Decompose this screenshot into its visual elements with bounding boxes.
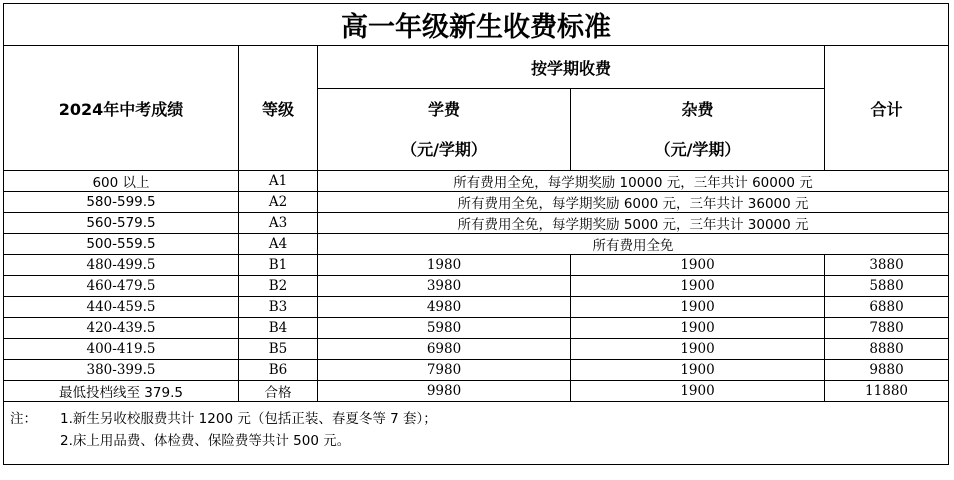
grade-cell: 合格 [239,381,318,402]
grade-cell: A1 [239,171,318,192]
total-cell: 5880 [825,276,949,297]
score-cell: 380-399.5 [4,360,239,381]
score-cell: 420-439.5 [4,318,239,339]
total-cell: 7880 [825,318,949,339]
header-score: 2024年中考成绩 [4,46,239,171]
fee-note-cell: 所有费用全免，每学期奖励 6000 元，三年共计 36000 元 [318,192,949,213]
notes-prefix: 注： [10,411,37,427]
tuition-cell: 6980 [318,339,571,360]
grade-cell: A3 [239,213,318,234]
table-row [4,381,949,402]
misc-cell: 1900 [571,318,825,339]
grade-cell: B5 [239,339,318,360]
fee-note-cell: 所有费用全免，每学期奖励 5000 元，三年共计 30000 元 [318,213,949,234]
grade-cell: B3 [239,297,318,318]
total-cell: 8880 [825,339,949,360]
grade-cell: A2 [239,192,318,213]
header-total: 合计 [825,46,949,171]
header-misc [571,89,825,171]
grade-cell: B4 [239,318,318,339]
header-tuition [318,89,571,171]
header-misc-label: 杂费 [681,99,714,119]
tuition-cell: 9980 [318,381,571,402]
note-item-2: 2.床上用品费、体检费、保险费等共计 500 元。 [60,433,351,449]
table-row [4,213,949,234]
table-row [4,339,949,360]
header-tuition-label: 学费 [427,99,460,119]
header-grade: 等级 [239,46,318,171]
misc-cell: 1900 [571,297,825,318]
misc-cell: 1900 [571,255,825,276]
header-misc-unit: （元/学期） [654,139,741,159]
table-title: 高一年级新生收费标准 [4,4,949,46]
misc-cell: 1900 [571,360,825,381]
misc-cell: 1900 [571,381,825,402]
score-cell: 440-459.5 [4,297,239,318]
table-row [4,171,949,192]
header-semester-fees: 按学期收费 [318,46,825,89]
grade-cell: B6 [239,360,318,381]
notes-section [4,402,949,465]
tuition-cell: 7980 [318,360,571,381]
score-cell: 560-579.5 [4,213,239,234]
table-row [4,318,949,339]
score-cell: 最低投档线至 379.5 [4,381,239,402]
grade-cell: B1 [239,255,318,276]
table-row [4,234,949,255]
fee-note-cell: 所有费用全免 [318,234,949,255]
tuition-cell: 5980 [318,318,571,339]
misc-cell: 1900 [571,276,825,297]
header-tuition-unit: （元/学期） [401,139,487,159]
score-cell: 580-599.5 [4,192,239,213]
note-item-1: 1.新生另收校服费共计 1200 元（包括正装、春夏冬等 7 套）； [60,411,437,427]
score-cell: 600 以上 [4,171,239,192]
table-row [4,297,949,318]
tuition-cell: 4980 [318,297,571,318]
score-cell: 400-419.5 [4,339,239,360]
total-cell: 3880 [825,255,949,276]
tuition-cell: 1980 [318,255,571,276]
table-row [4,276,949,297]
table-row [4,360,949,381]
tuition-cell: 3980 [318,276,571,297]
score-cell: 480-499.5 [4,255,239,276]
fee-table [3,3,949,465]
score-cell: 500-559.5 [4,234,239,255]
score-cell: 460-479.5 [4,276,239,297]
grade-cell: A4 [239,234,318,255]
table-row [4,192,949,213]
total-cell: 6880 [825,297,949,318]
fee-note-cell: 所有费用全免，每学期奖励 10000 元，三年共计 60000 元 [318,171,949,192]
total-cell: 11880 [825,381,949,402]
table-row [4,255,949,276]
misc-cell: 1900 [571,339,825,360]
total-cell: 9880 [825,360,949,381]
grade-cell: B2 [239,276,318,297]
